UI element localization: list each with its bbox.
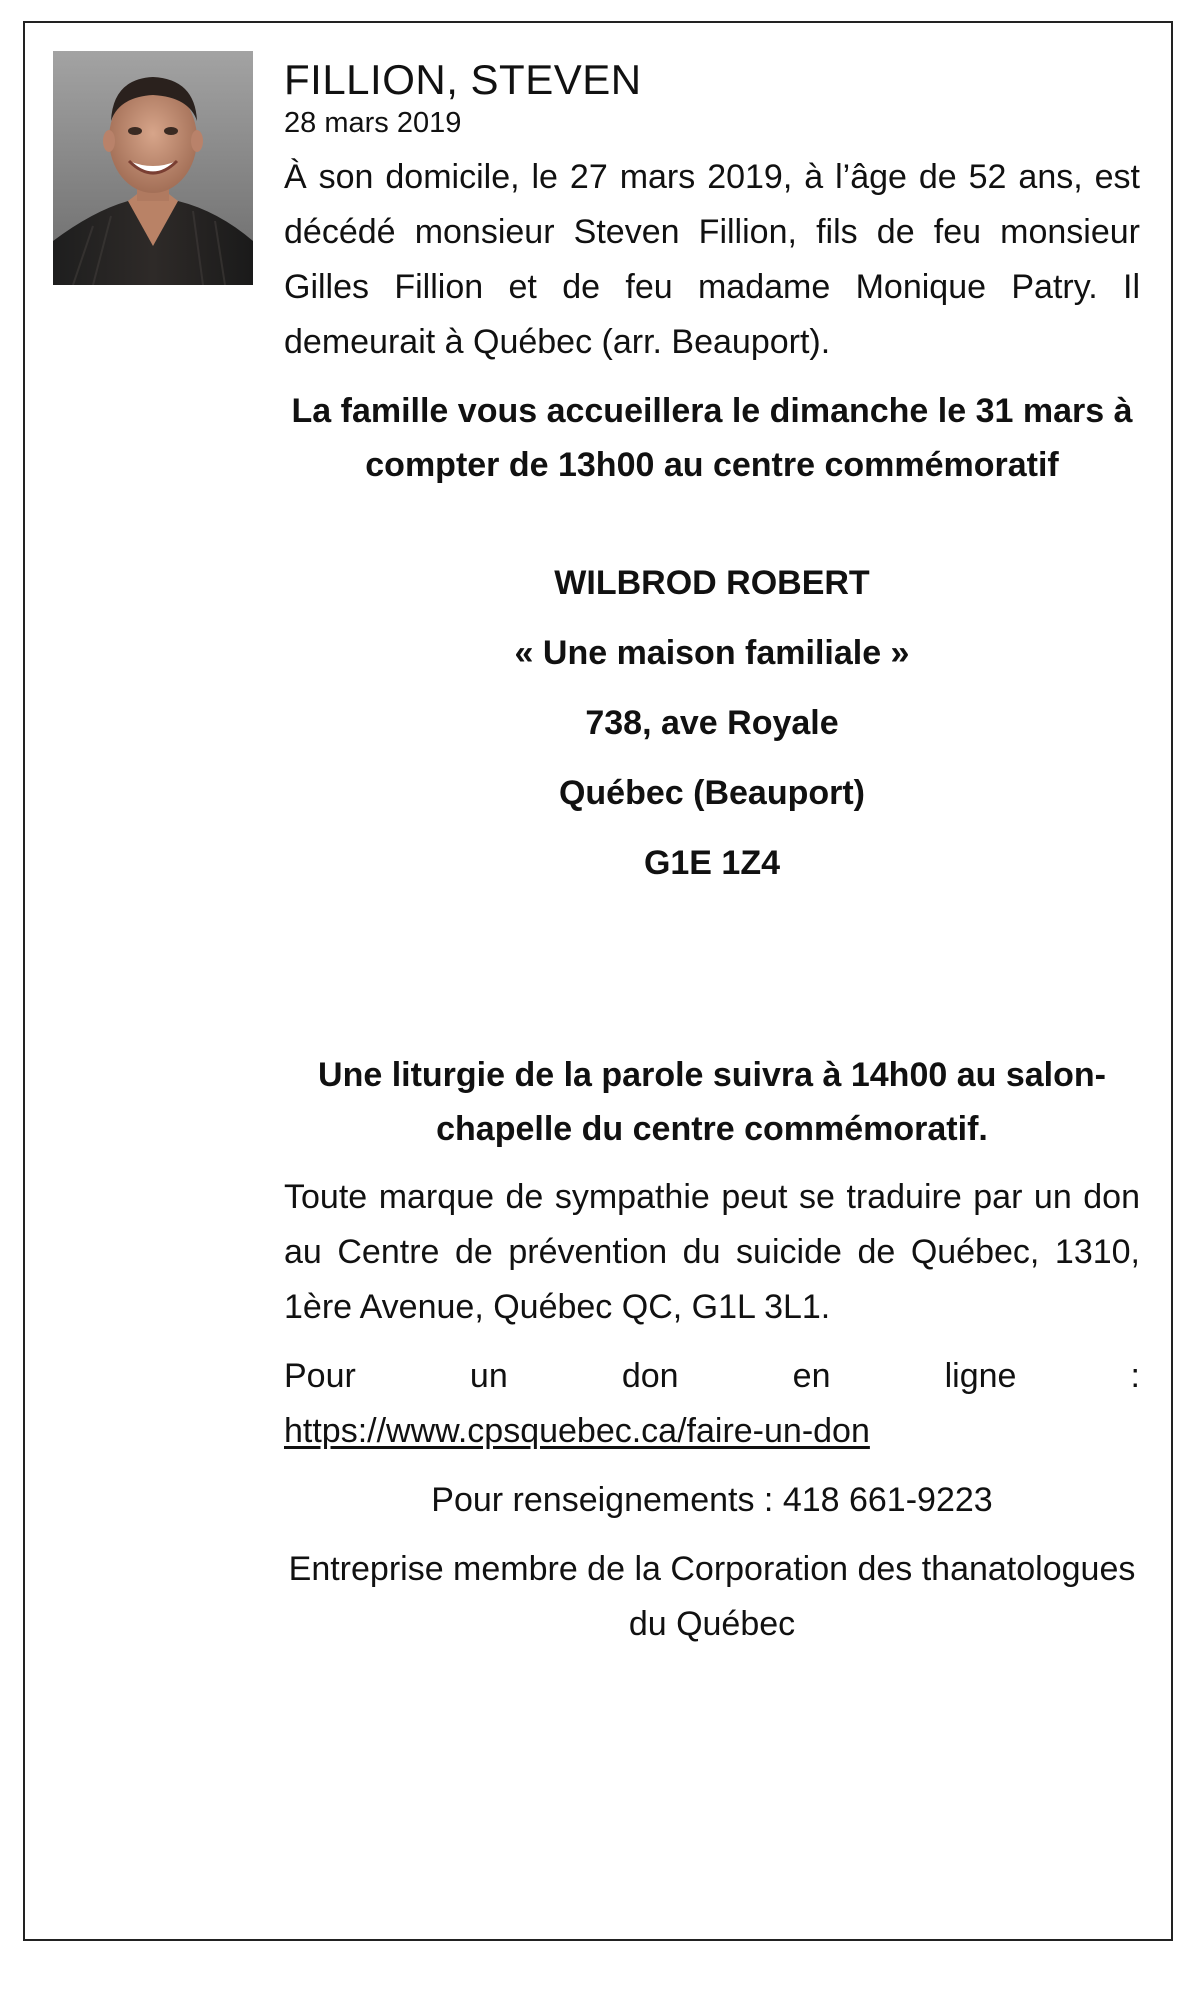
funeral-home-street: 738, ave Royale <box>585 704 839 742</box>
funeral-home-block <box>284 548 1140 898</box>
visitation-notice: La famille vous accueillera le dimanche le 31 mars à compter de 13h00 au centre commémoratif <box>291 392 1133 484</box>
online-word: Pour <box>284 1357 356 1395</box>
liturgy-notice: Une liturgie de la parole suivra à 14h00 au salon-chapelle du centre commémoratif. <box>318 1056 1106 1148</box>
online-word: : <box>1130 1357 1140 1395</box>
online-word: ligne <box>944 1357 1017 1395</box>
obituary-content <box>284 50 1140 1652</box>
donation-paragraph: Toute marque de sympathie peut se traduire par un don au Centre de prévention du suicide de Québec, 1310, 1ère Avenue, Québec QC, G1L 3L1. <box>284 1178 1140 1326</box>
info-phone: Pour renseignements : 418 661-9223 <box>431 1481 993 1519</box>
deceased-name: FILLION, STEVEN <box>284 56 642 103</box>
portrait-photo <box>53 51 253 285</box>
publication-date: 28 mars 2019 <box>284 107 462 139</box>
online-donation-label <box>284 1349 1140 1404</box>
funeral-home-name: WILBROD ROBERT <box>554 564 870 602</box>
funeral-home-tagline: « Une maison familiale » <box>514 634 910 672</box>
corporation-membership: Entreprise membre de la Corporation des thanatologues du Québec <box>288 1550 1136 1643</box>
online-word: en <box>792 1357 831 1395</box>
online-word: don <box>621 1357 679 1395</box>
funeral-home-city: Québec (Beauport) <box>558 774 866 812</box>
online-word: un <box>469 1357 508 1395</box>
intro-paragraph: À son domicile, le 27 mars 2019, à l’âge de 52 ans, est décédé monsieur Steven Fillion, fils de feu monsieur Gilles Fillion et de feu madame Monique Patry. Il demeurait à Québec (arr. Beauport). <box>284 158 1140 361</box>
funeral-home-postal-code: G1E 1Z4 <box>643 844 781 882</box>
online-donation <box>284 1349 1140 1459</box>
donation-link[interactable]: https://www.cpsquebec.ca/faire-un-don <box>284 1412 870 1450</box>
